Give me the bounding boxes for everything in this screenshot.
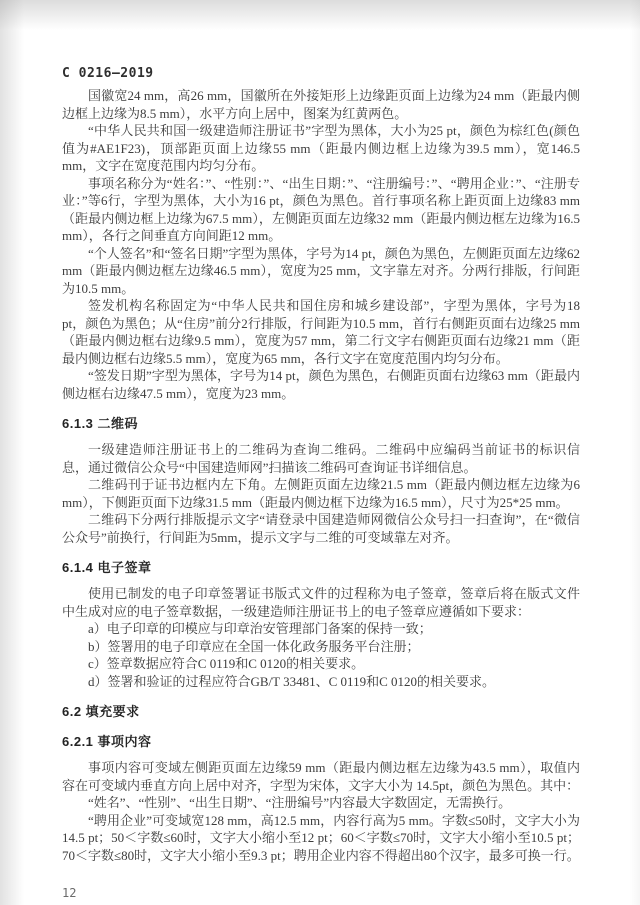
heading-6-1-3-qrcode: 6.1.3 二维码 (62, 416, 139, 431)
para-fixed-length-items: “姓名”、“性别”、“出生日期”、“注册编号”内容最大字数固定，无需换行。 (88, 795, 512, 810)
list-item-d: d）签署和验证的过程应符合GB/T 33481、C 0119和C 0120的相关要求。 (88, 673, 495, 689)
para-certificate-title: “中华人民共和国一级建造师注册证书”字型为黑体，大小为25 pt，颜色为棕红色(颜色值为#AE1F23)，顶部距页面上边缘55 mm（距最内侧边框上边缘为39.5 mm），宽146.5 mm，文字在宽度范围内均匀分布。 (62, 123, 580, 173)
para-employer-field-rules: “聘用企业”可变域宽128 mm，高12.5 mm，内容行高为5 mm。字数≤50时，文字大小为14.5 pt；50＜字数≤60时，文字大小缩小至12 pt；60＜字数≤70时，文字大小缩小至10.5 pt；70＜字数≤80时，文字大小缩小至9.3 pt；聘用企业内容不得超出80个汉字，最多可换一行。 (62, 812, 580, 863)
para-esignature-intro: 使用已制发的电子印章签署证书版式文件的过程称为电子签章，签章后将在版式文件中生成对应的电子签章数据，一级建造师注册证书上的电子签章应遵循如下要求： (62, 586, 580, 619)
page-number: 12 (62, 886, 77, 900)
list-item-b: b）签署用的电子印章应在全国一体化政务服务平台注册； (88, 638, 420, 654)
para-national-emblem: 国徽宽24 mm，高26 mm，国徽所在外接矩形上边缘距页面上边缘为24 mm（距最内侧边框上边缘为8.5 mm），水平方向上居中，图案为红黄两色。 (62, 88, 580, 121)
para-personal-signature: “个人签名”和“签名日期”字型为黑体，字号为14 pt，颜色为黑色，左侧距页面左边缘62 mm（距最内侧边框左边缘46.5 mm），宽度为25 mm，文字靠左对齐。分两行排版，行间距为10.5 mm。 (62, 245, 580, 296)
heading-6-1-4-esignature: 6.1.4 电子签章 (62, 560, 152, 575)
para-qrcode-purpose: 一级建造师注册证书上的二维码为查询二维码。二维码中应编码当前证书的标识信息，通过微信公众号“中国建造师网”扫描该二维码可查询证书详细信息。 (62, 442, 580, 475)
para-qrcode-hint-text: 二维码下分两行排版提示文字“请登录中国建造师网微信公众号扫一扫查询”，在“微信公众号”前换行，行间距为5mm，提示文字与二维的可变域靠左对齐。 (62, 512, 580, 545)
para-issuing-authority: 签发机构名称固定为“中华人民共和国住房和城乡建设部”，字型为黑体，字号为18 pt，颜色为黑色；从“住房”前分2行排版，行间距为10.5 mm，首行右侧距页面右边缘25 mm（距最内侧边框右边缘9.5 mm），宽度为57 mm，第二行文字右侧距页面右边缘21 mm（距最内侧边框右边缘5.5 mm），宽度为65 mm，各行文字在宽度范围内均匀分布。 (62, 298, 580, 366)
standard-number-header: C 0216—2019 (62, 66, 154, 81)
heading-6-2-filling-requirements: 6.2 填充要求 (62, 704, 140, 719)
para-issue-date: “签发日期”字型为黑体，字号为14 pt，颜色为黑色，右侧距页面右边缘63 mm（距最内侧边框右边缘47.5 mm），宽度为23 mm。 (62, 368, 580, 401)
para-item-content-area: 事项内容可变域左侧距页面左边缘59 mm（距最内侧边框左边缘为43.5 mm），取值内容在可变域内垂直方向上居中对齐，字型为宋体，文字大小为 14.5pt，颜色为黑色。其中： (62, 760, 580, 793)
heading-6-2-1-item-content: 6.2.1 事项内容 (62, 734, 152, 749)
para-item-names: 事项名称分为“姓名：”、“性别：”、“出生日期：”、“注册编号：”、“聘用企业：”、“注册专业：”等6行，字型为黑体，大小为16 pt，颜色为黑色。首行事项名称上距页面上边缘83 mm（距最内侧边框上边缘为67.5 mm），左侧距页面左边缘32 mm（距最内侧边框左边缘为16.5 mm），各行之间垂直方向间距12 mm。 (62, 175, 580, 243)
para-qrcode-position: 二维码刊于证书边框内左下角。左侧距页面左边缘21.5 mm（距最内侧边框左边缘为6 mm），下侧距页面下边缘31.5 mm（距最内侧边框下边缘为16.5 mm），尺寸为25*25 mm。 (62, 477, 580, 510)
list-item-c: c）签章数据应符合C 0119和C 0120的相关要求。 (88, 656, 365, 671)
list-item-a: a）电子印章的印模应与印章治安管理部门备案的保持一致； (88, 621, 432, 636)
